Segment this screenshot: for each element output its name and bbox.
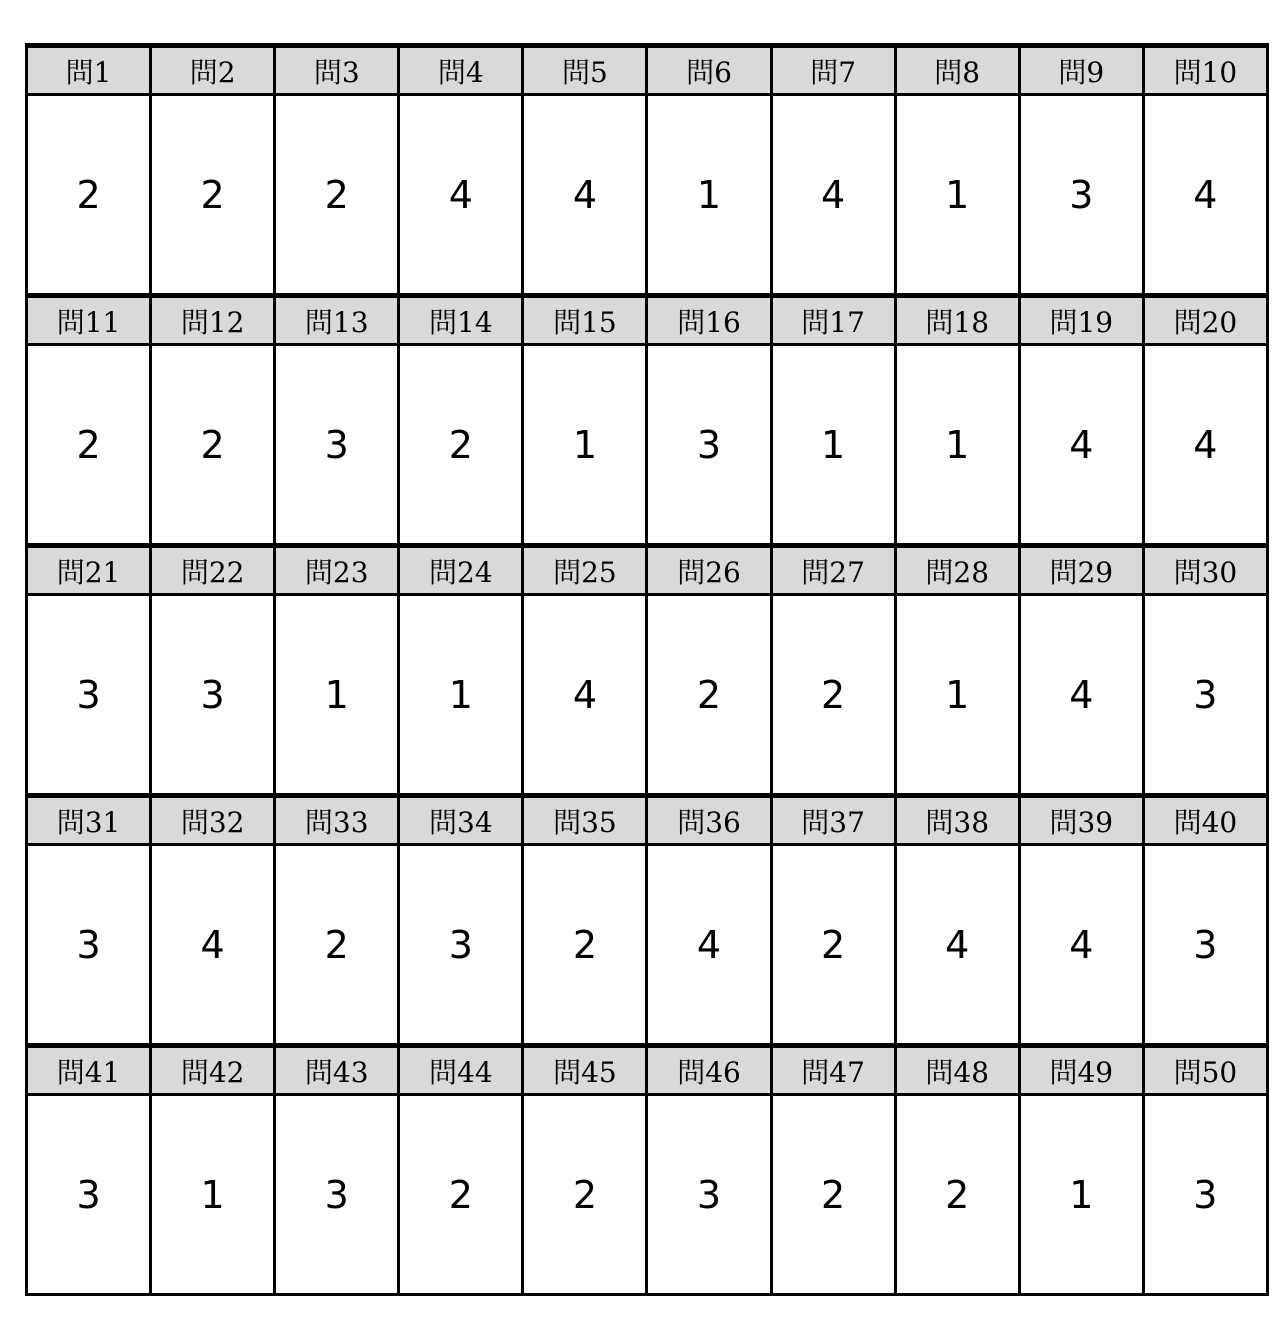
- answer-row: [28, 846, 1266, 1043]
- question-number-cell: 問15: [521, 298, 645, 343]
- answer-key-table: [25, 43, 1269, 1296]
- question-block: [28, 543, 1266, 793]
- answer-cell: 2: [28, 96, 149, 293]
- question-number-row: [28, 1048, 1266, 1096]
- question-number-cell: 問41: [28, 1048, 149, 1093]
- answer-cell: 1: [397, 596, 521, 793]
- answer-cell: 3: [645, 1096, 769, 1293]
- answer-row: [28, 596, 1266, 793]
- question-number-cell: 問40: [1142, 798, 1266, 843]
- answer-cell: 4: [1142, 96, 1266, 293]
- question-number-cell: 問23: [273, 548, 397, 593]
- answer-cell: 2: [521, 1096, 645, 1293]
- question-number-cell: 問3: [273, 48, 397, 93]
- answer-cell: 1: [273, 596, 397, 793]
- question-number-cell: 問10: [1142, 48, 1266, 93]
- answer-cell: 3: [1142, 596, 1266, 793]
- question-number-row: [28, 798, 1266, 846]
- question-number-cell: 問26: [645, 548, 769, 593]
- question-number-cell: 問48: [894, 1048, 1018, 1093]
- answer-cell: 1: [894, 96, 1018, 293]
- question-number-cell: 問42: [149, 1048, 273, 1093]
- answer-cell: 4: [1018, 846, 1142, 1043]
- question-number-cell: 問50: [1142, 1048, 1266, 1093]
- question-number-cell: 問46: [645, 1048, 769, 1093]
- question-number-cell: 問45: [521, 1048, 645, 1093]
- question-number-cell: 問25: [521, 548, 645, 593]
- question-number-cell: 問4: [397, 48, 521, 93]
- answer-cell: 2: [149, 96, 273, 293]
- answer-cell: 2: [645, 596, 769, 793]
- question-number-cell: 問37: [770, 798, 894, 843]
- question-number-cell: 問38: [894, 798, 1018, 843]
- answer-cell: 2: [149, 346, 273, 543]
- question-number-cell: 問47: [770, 1048, 894, 1093]
- answer-cell: 1: [770, 346, 894, 543]
- question-number-cell: 問14: [397, 298, 521, 343]
- answer-cell: 1: [645, 96, 769, 293]
- question-number-cell: 問31: [28, 798, 149, 843]
- question-number-cell: 問1: [28, 48, 149, 93]
- answer-cell: 2: [397, 346, 521, 543]
- question-number-cell: 問13: [273, 298, 397, 343]
- answer-cell: 2: [894, 1096, 1018, 1293]
- answer-cell: 2: [273, 96, 397, 293]
- question-number-cell: 問2: [149, 48, 273, 93]
- answer-cell: 4: [1018, 596, 1142, 793]
- question-number-cell: 問21: [28, 548, 149, 593]
- answer-cell: 4: [149, 846, 273, 1043]
- question-number-row: [28, 48, 1266, 96]
- answer-cell: 3: [1142, 846, 1266, 1043]
- answer-row: [28, 1096, 1266, 1293]
- answer-cell: 1: [894, 596, 1018, 793]
- answer-cell: 2: [770, 596, 894, 793]
- question-number-cell: 問28: [894, 548, 1018, 593]
- question-number-cell: 問33: [273, 798, 397, 843]
- question-number-cell: 問34: [397, 798, 521, 843]
- question-number-cell: 問12: [149, 298, 273, 343]
- answer-cell: 2: [770, 846, 894, 1043]
- answer-cell: 4: [521, 596, 645, 793]
- answer-cell: 1: [1018, 1096, 1142, 1293]
- answer-cell: 3: [28, 1096, 149, 1293]
- answer-cell: 3: [273, 346, 397, 543]
- answer-cell: 2: [273, 846, 397, 1043]
- question-number-cell: 問44: [397, 1048, 521, 1093]
- question-number-cell: 問49: [1018, 1048, 1142, 1093]
- answer-cell: 3: [273, 1096, 397, 1293]
- answer-cell: 3: [28, 846, 149, 1043]
- question-number-cell: 問7: [770, 48, 894, 93]
- answer-cell: 2: [770, 1096, 894, 1293]
- answer-cell: 3: [28, 596, 149, 793]
- answer-cell: 1: [149, 1096, 273, 1293]
- question-number-cell: 問18: [894, 298, 1018, 343]
- answer-cell: 2: [521, 846, 645, 1043]
- question-number-cell: 問19: [1018, 298, 1142, 343]
- question-number-cell: 問9: [1018, 48, 1142, 93]
- answer-cell: 3: [1018, 96, 1142, 293]
- answer-row: [28, 96, 1266, 293]
- question-number-cell: 問35: [521, 798, 645, 843]
- question-number-cell: 問30: [1142, 548, 1266, 593]
- question-block: [28, 793, 1266, 1043]
- answer-cell: 2: [397, 1096, 521, 1293]
- answer-cell: 4: [1142, 346, 1266, 543]
- question-block: [28, 43, 1266, 293]
- answer-cell: 3: [397, 846, 521, 1043]
- answer-row: [28, 346, 1266, 543]
- answer-cell: 4: [521, 96, 645, 293]
- answer-cell: 1: [521, 346, 645, 543]
- answer-cell: 4: [645, 846, 769, 1043]
- answer-cell: 1: [894, 346, 1018, 543]
- question-number-cell: 問22: [149, 548, 273, 593]
- question-number-cell: 問36: [645, 798, 769, 843]
- question-number-cell: 問27: [770, 548, 894, 593]
- question-number-cell: 問8: [894, 48, 1018, 93]
- question-number-cell: 問6: [645, 48, 769, 93]
- question-number-cell: 問11: [28, 298, 149, 343]
- question-number-cell: 問20: [1142, 298, 1266, 343]
- question-number-row: [28, 548, 1266, 596]
- question-number-cell: 問24: [397, 548, 521, 593]
- answer-cell: 4: [770, 96, 894, 293]
- question-number-cell: 問17: [770, 298, 894, 343]
- answer-cell: 3: [645, 346, 769, 543]
- question-number-cell: 問32: [149, 798, 273, 843]
- answer-cell: 4: [397, 96, 521, 293]
- question-number-row: [28, 298, 1266, 346]
- answer-cell: 4: [1018, 346, 1142, 543]
- question-block: [28, 1043, 1266, 1293]
- question-number-cell: 問5: [521, 48, 645, 93]
- answer-cell: 3: [149, 596, 273, 793]
- answer-cell: 3: [1142, 1096, 1266, 1293]
- question-block: [28, 293, 1266, 543]
- question-number-cell: 問43: [273, 1048, 397, 1093]
- question-number-cell: 問29: [1018, 548, 1142, 593]
- answer-cell: 2: [28, 346, 149, 543]
- answer-cell: 4: [894, 846, 1018, 1043]
- question-number-cell: 問16: [645, 298, 769, 343]
- question-number-cell: 問39: [1018, 798, 1142, 843]
